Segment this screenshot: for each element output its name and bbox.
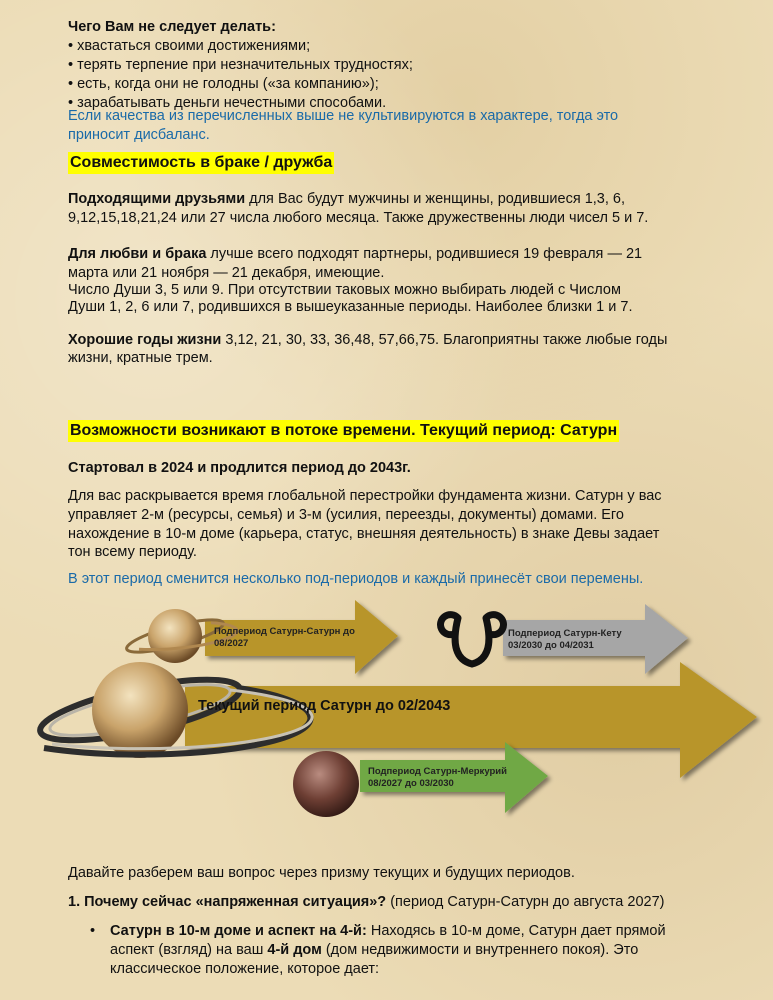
analysis-intro: Давайте разберем ваш вопрос через призму текущих и будущих периодов. xyxy=(68,865,575,881)
compat-heading: Совместимость в браке / дружба xyxy=(68,152,334,174)
analysis-bullet xyxy=(68,922,728,979)
diagram-shapes xyxy=(0,598,773,830)
period-p1-line3: нахождение в 10-м доме (карьера, статус, внешняя деятельность) в знаке Девы задает xyxy=(68,526,660,542)
compat-love-line4: Души 1, 2, 6 или 7, родившихся в вышеуказанные периоды. Наиболее близки 1 и 7. xyxy=(68,299,633,315)
donts-item: • терять терпение при незначительных трудностях; xyxy=(68,57,413,73)
donts-note-line1: Если качества из перечисленных выше не культивируются в характере, тогда это xyxy=(68,108,619,124)
period-heading: Возможности возникают в потоке времени. Текущий период: Сатурн xyxy=(68,420,619,442)
compat-love-line3: Число Души 3, 5 или 9. При отсутствии таковых можно выбирать людей с Числом xyxy=(68,282,621,298)
sub2-label: Подпериод Сатурн-Кету 03/2030 до 04/2031 xyxy=(508,628,622,651)
compat-friends-line2: 9,12,15,18,21,24 или 27 числа любого месяца. Также дружественны люди чисел 5 и 7. xyxy=(68,210,649,226)
period-p1-line4: тон всему периоду. xyxy=(68,544,197,560)
mercury-planet-icon xyxy=(293,751,359,817)
ketu-symbol-icon xyxy=(441,615,504,664)
compat-love: Для любви и брака лучше всего подходят партнеры, родившиеся 19 февраля — 21 xyxy=(68,246,643,262)
donts-title: Чего Вам не следует делать: xyxy=(68,19,276,35)
period-start: Стартовал в 2024 и продлится период до 2043г. xyxy=(68,460,411,476)
compat-years-line2: жизни, кратные трем. xyxy=(68,350,213,366)
compat-love-line2: марта или 21 ноября — 21 декабря, имеющие. xyxy=(68,265,385,281)
list-item: • Сатурн в 10-м доме и аспект на 4-й: Находясь в 10-м доме, Сатурн дает прямой аспект (взгляд) на ваш 4-й дом (дом недвижимости и внутреннего покоя). Это классическое положение, которое дает: xyxy=(110,922,728,979)
period-note: В этот период сменится несколько под-периодов и каждый принесёт свои перемены. xyxy=(68,571,644,587)
period-p1-line1: Для вас раскрывается время глобальной перестройки фундамента жизни. Сатурн у вас xyxy=(68,488,662,504)
compat-years: Хорошие годы жизни 3,12, 21, 30, 33, 36,48, 57,66,75. Благоприятны также любые годы xyxy=(68,332,668,348)
sub3-label: Подпериод Сатурн-Меркурий 08/2027 до 03/2030 xyxy=(368,766,507,789)
period-p1-line2: управляет 2-м (ресурсы, семья) и 3-м (усилия, переезды, документы) домами. Его xyxy=(68,507,624,523)
donts-note-line2: приносит дисбаланс. xyxy=(68,127,210,143)
donts-item: • зарабатывать деньги нечестными способами. xyxy=(68,95,387,111)
period-diagram xyxy=(0,598,773,830)
donts-item: • хвастаться своими достижениями; xyxy=(68,38,311,54)
compat-friends: Подходящими друзьями для Вас будут мужчины и женщины, родившиеся 1,3, 6, xyxy=(68,191,626,207)
donts-item: • есть, когда они не голодны («за компанию»); xyxy=(68,76,379,92)
sub1-label: Подпериод Сатурн-Сатурн до 08/2027 xyxy=(214,626,355,649)
main-period-label: Текущий период Сатурн до 02/2043 xyxy=(198,698,451,714)
analysis-q1: 1. Почему сейчас «напряженная ситуация»? (период Сатурн-Сатурн до августа 2027) xyxy=(68,894,665,910)
